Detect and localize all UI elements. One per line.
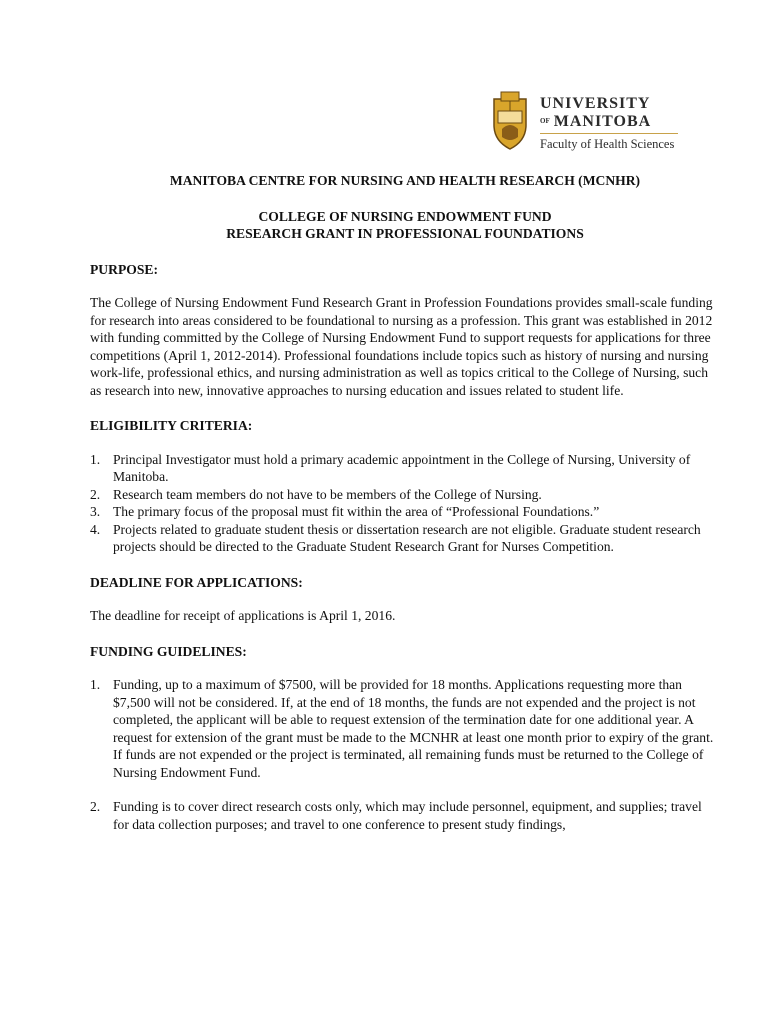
document-title-line3: RESEARCH GRANT IN PROFESSIONAL FOUNDATIONS (226, 226, 584, 241)
university-of: OF (540, 117, 550, 125)
purpose-heading: PURPOSE: (90, 261, 158, 277)
university-name-line1: UNIVERSITY (540, 95, 651, 112)
deadline-text: The deadline for receipt of applications is April 1, 2016. (90, 608, 396, 623)
eligibility-item-number: 3. (90, 504, 101, 519)
eligibility-list (90, 451, 720, 556)
funding-item-number: 1. (90, 677, 101, 692)
funding-item (90, 676, 720, 781)
university-name-line2 (540, 113, 651, 131)
university-name-manitoba: MANITOBA (553, 113, 652, 130)
eligibility-item (90, 503, 720, 521)
document-title-line1: MANITOBA CENTRE FOR NURSING AND HEALTH RESEARCH (MCNHR) (169, 173, 641, 188)
eligibility-item-text: The primary focus of the proposal must fit within the area of “Professional Foundations.” (113, 504, 600, 519)
eligibility-item-number: 4. (90, 521, 101, 537)
eligibility-item-number: 1. (90, 451, 101, 467)
eligibility-item (90, 521, 720, 556)
document-title-line2: COLLEGE OF NURSING ENDOWMENT FUND (258, 208, 552, 224)
funding-heading: FUNDING GUIDELINES: (90, 643, 247, 659)
eligibility-heading: ELIGIBILITY CRITERIA: (90, 418, 253, 433)
document-body (90, 172, 720, 833)
purpose-text: The College of Nursing Endowment Fund Research Grant in Profession Foundations provides small-scale funding for research into areas considered to be foundational to nursing as a profession. This grant was established in 2012 with funding committed by the College of Nursing Endowment Fund to support requests for applications for three competitions (April 1, 2012-2014). Professional foundations include topics such as history of nursing and nursing work-life, professional ethics, and nursing administration as well as topics critical to the College of Nursing, such as research into new, innovative approaches to nursing education and issues related to student life. (90, 295, 713, 398)
eligibility-item (90, 486, 720, 504)
university-crest-icon (488, 91, 532, 151)
funding-item-text: Funding is to cover direct research costs only, which may include personnel, equipment, and supplies; travel for data collection purposes; and travel to one conference to present study findings, (113, 799, 702, 832)
university-logo (488, 91, 688, 157)
eligibility-item-text: Projects related to graduate student thesis or dissertation research are not eligible. Graduate student research projects should be directed to the Graduate Student Research Grant for Nurses Competition. (113, 521, 701, 554)
logo-divider (540, 133, 678, 134)
eligibility-item (90, 451, 720, 486)
faculty-name: Faculty of Health Sciences (540, 137, 675, 151)
funding-item-number: 2. (90, 799, 101, 814)
funding-list (90, 676, 720, 833)
eligibility-item-number: 2. (90, 486, 101, 502)
deadline-heading: DEADLINE FOR APPLICATIONS: (90, 574, 303, 590)
funding-item-text: Funding, up to a maximum of $7500, will be provided for 18 months. Applications requesting more than $7,500 will not be considered. If, at the end of 18 months, the funds are not expended and the project is not completed, the applicant will be able to request extension of the termination date for one additional year. A request for extension of the grant must be made to the MCNHR at least one month prior to expiry of the grant. If funds are not expended or the project is terminated, all remaining funds must be returned to the College of Nursing Endowment Fund. (113, 677, 714, 780)
eligibility-item-text: Principal Investigator must hold a primary academic appointment in the College of Nursing, University of Manitoba. (113, 451, 691, 484)
funding-item (90, 798, 720, 833)
eligibility-item-text: Research team members do not have to be members of the College of Nursing. (113, 486, 542, 502)
